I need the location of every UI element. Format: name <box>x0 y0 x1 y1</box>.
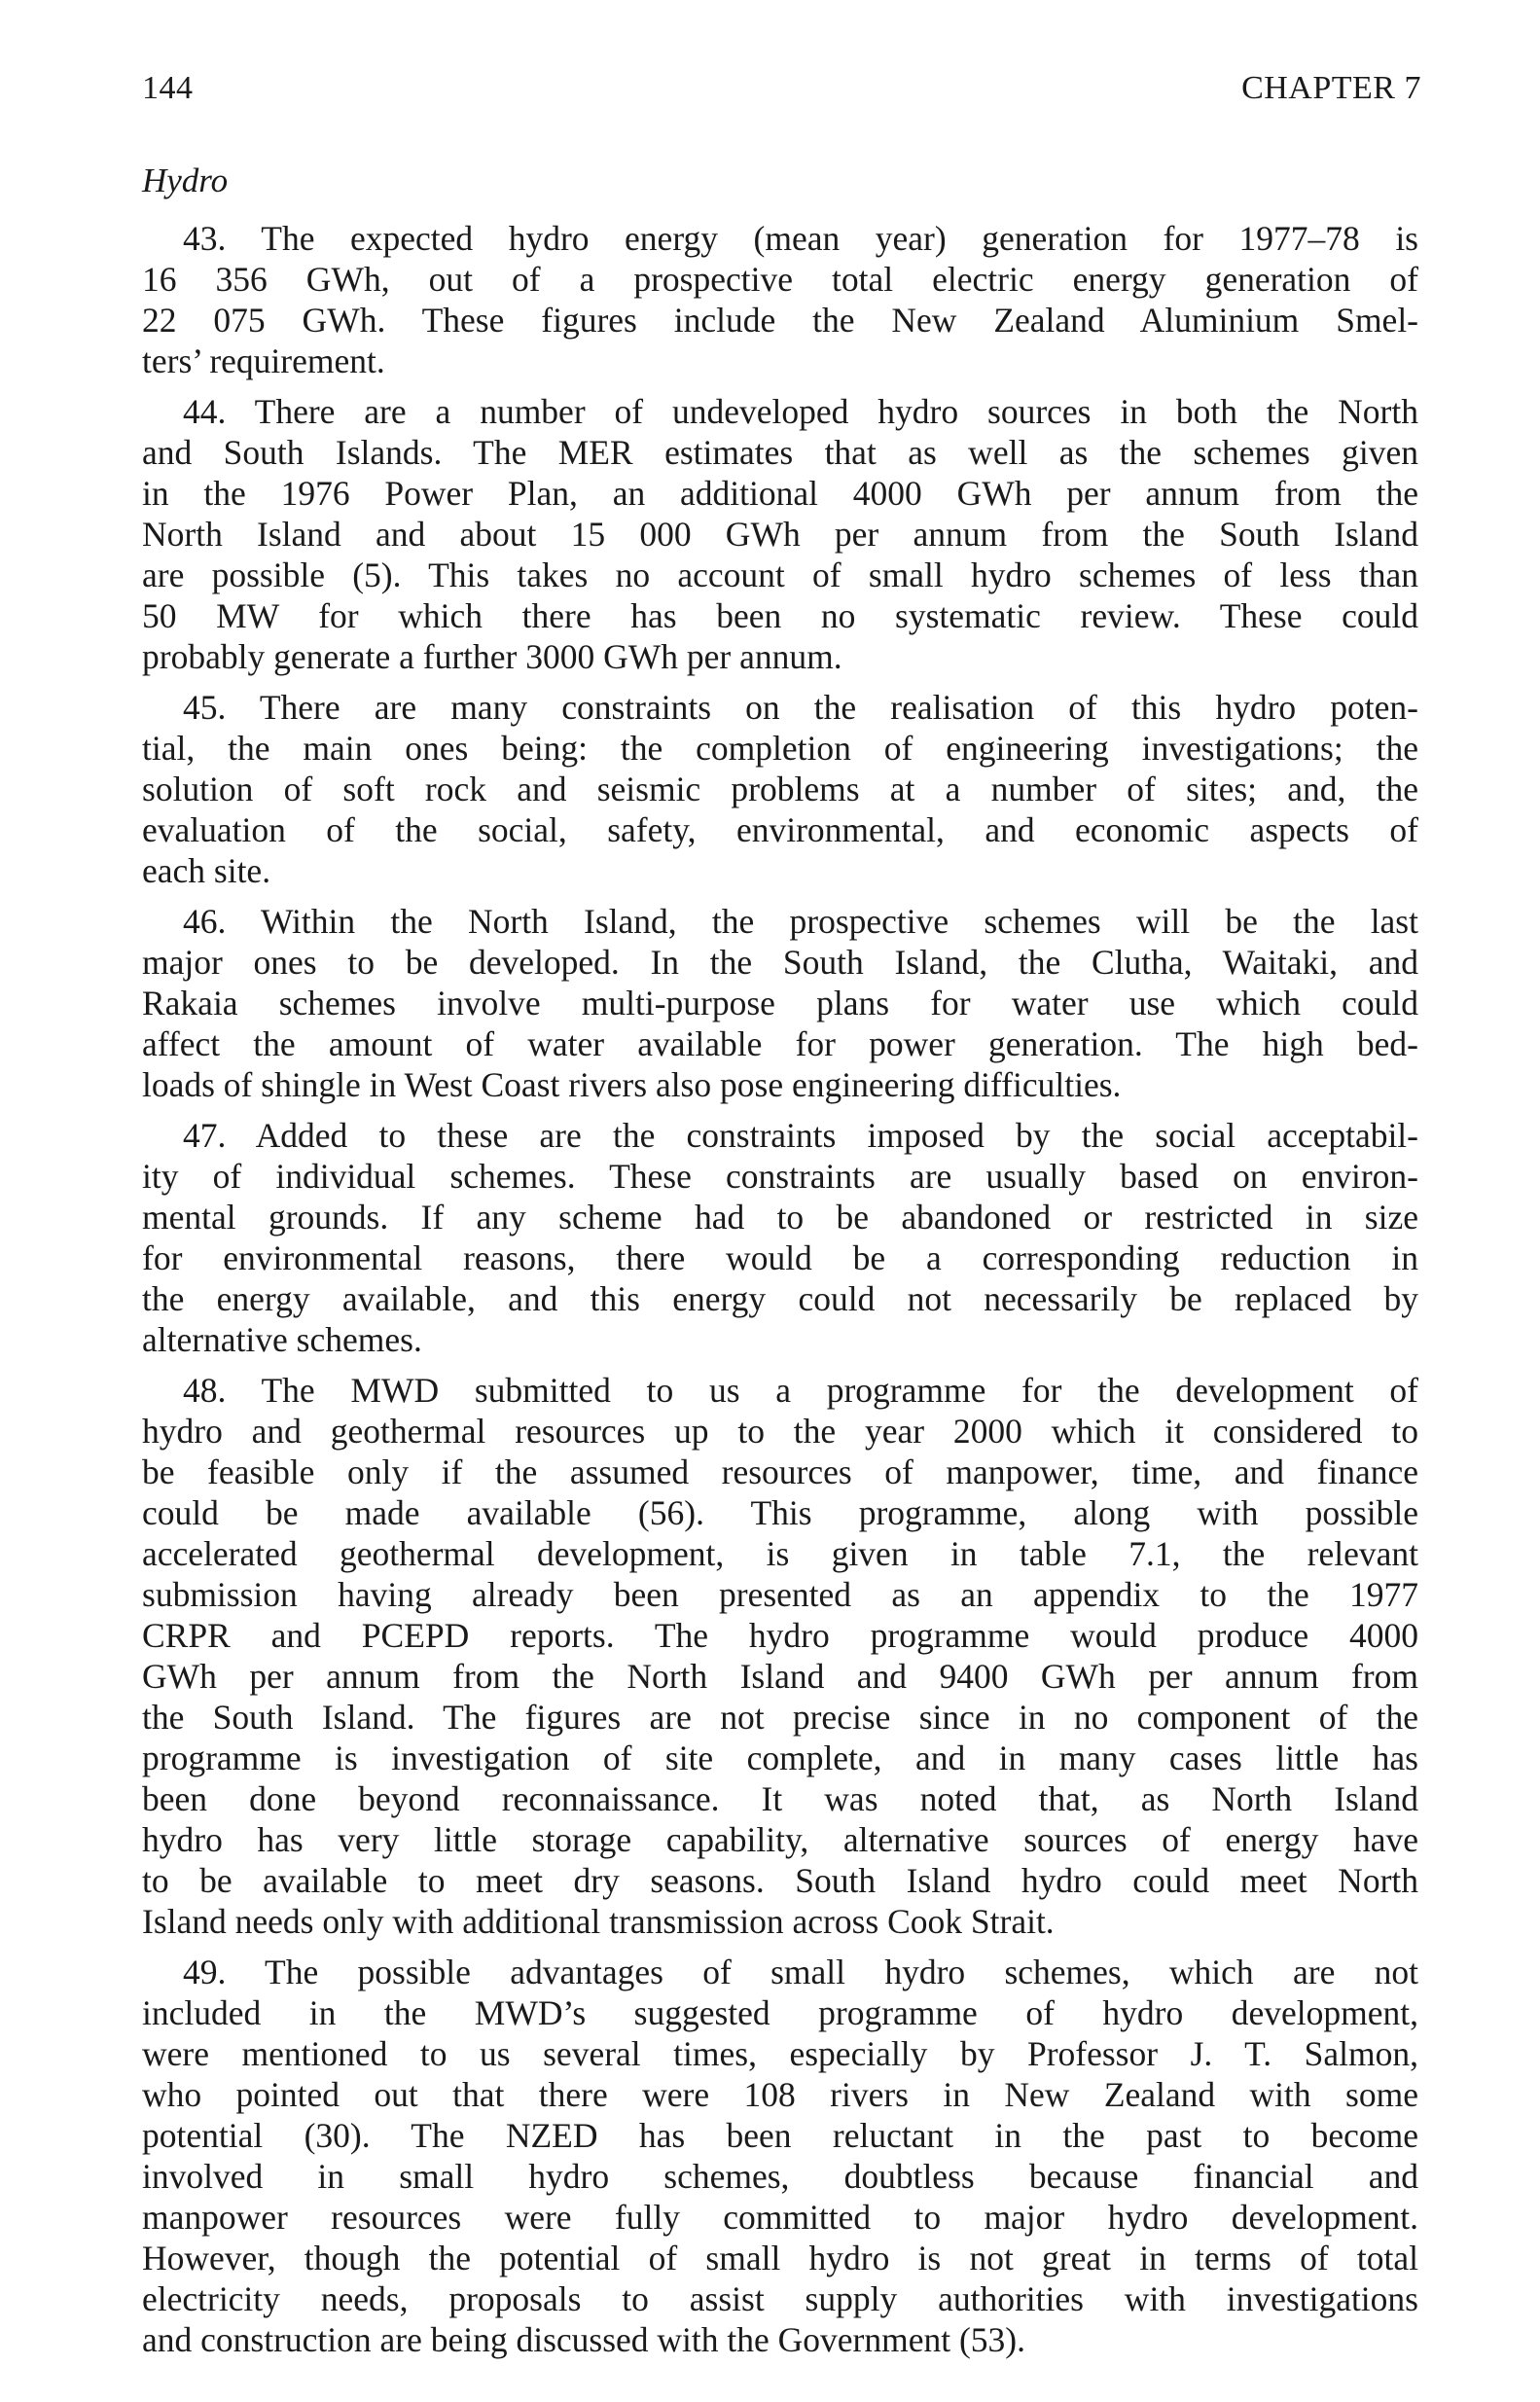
text-line: affect the amount of water available for power generation. The high bed- <box>142 1024 1418 1063</box>
text-line: to be available to meet dry seasons. South Island hydro could meet North <box>142 1861 1418 1900</box>
text-line: and construction are being discussed with the Government (53). <box>142 2320 1025 2359</box>
text-line: 47. Added to these are the constraints imposed by the social acceptabil- <box>183 1116 1418 1155</box>
paragraph <box>142 218 1418 381</box>
text-line: However, though the potential of small hydro is not great in terms of total <box>142 2239 1418 2277</box>
text-line: submission having already been presented as an appendix to the 1977 <box>142 1575 1418 1614</box>
text-line: included in the MWD’s suggested programme of hydro development, <box>142 1993 1418 2032</box>
text-line: 22 075 GWh. These figures include the New Zealand Aluminium Smel- <box>142 301 1418 340</box>
text-line: each site. <box>142 851 271 890</box>
text-line: been done beyond reconnaissance. It was noted that, as North Island <box>142 1779 1418 1818</box>
text-line: be feasible only if the assumed resources of manpower, time, and finance <box>142 1452 1418 1491</box>
paragraph <box>142 1952 1418 2360</box>
paragraph <box>142 687 1418 891</box>
chapter-heading: CHAPTER 7 <box>1241 70 1421 106</box>
text-line: programme is investigation of site complete, and in many cases little has <box>142 1739 1418 1777</box>
text-line: accelerated geothermal development, is given in table 7.1, the relevant <box>142 1534 1418 1573</box>
text-line: involved in small hydro schemes, doubtless because financial and <box>142 2157 1418 2196</box>
text-line: loads of shingle in West Coast rivers also pose engineering difficulties. <box>142 1065 1122 1104</box>
text-line: in the 1976 Power Plan, an additional 4000 GWh per annum from the <box>142 474 1418 513</box>
text-line: ity of individual schemes. These constraints are usually based on environ- <box>142 1157 1418 1196</box>
text-line: could be made available (56). This programme, along with possible <box>142 1493 1418 1532</box>
text-line: 16 356 GWh, out of a prospective total electric energy generation of <box>142 260 1418 299</box>
text-line: CRPR and PCEPD reports. The hydro programme would produce 4000 <box>142 1616 1418 1655</box>
text-line: major ones to be developed. In the South Island, the Clutha, Waitaki, and <box>142 943 1418 982</box>
text-line: mental grounds. If any scheme had to be abandoned or restricted in size <box>142 1198 1418 1237</box>
body-text <box>142 218 1418 2370</box>
text-line: electricity needs, proposals to assist supply authorities with investigations <box>142 2279 1418 2318</box>
text-line: 48. The MWD submitted to us a programme for the development of <box>183 1371 1418 1410</box>
text-line: and South Islands. The MER estimates that as well as the schemes given <box>142 433 1418 472</box>
text-line: GWh per annum from the North Island and 9400 GWh per annum from <box>142 1657 1418 1696</box>
paragraph <box>142 1115 1418 1360</box>
text-line: solution of soft rock and seismic problems at a number of sites; and, the <box>142 770 1418 808</box>
text-line: alternative schemes. <box>142 1320 422 1359</box>
text-line: are possible (5). This takes no account of small hydro schemes of less than <box>142 556 1418 594</box>
text-line: 43. The expected hydro energy (mean year) generation for 1977–78 is <box>183 219 1418 258</box>
text-line: 50 MW for which there has been no systematic review. These could <box>142 596 1418 635</box>
text-line: 45. There are many constraints on the realisation of this hydro poten- <box>183 688 1418 727</box>
text-line: ters’ requirement. <box>142 341 385 380</box>
text-line: the energy available, and this energy could not necessarily be replaced by <box>142 1279 1418 1318</box>
text-line: probably generate a further 3000 GWh per annum. <box>142 637 842 676</box>
text-line: tial, the main ones being: the completion of engineering investigations; the <box>142 729 1418 768</box>
text-line: North Island and about 15 000 GWh per annum from the South Island <box>142 515 1418 554</box>
text-line: hydro and geothermal resources up to the year 2000 which it considered to <box>142 1412 1418 1451</box>
text-line: potential (30). The NZED has been reluctant in the past to become <box>142 2116 1418 2155</box>
text-line: evaluation of the social, safety, environmental, and economic aspects of <box>142 810 1418 849</box>
text-line: Island needs only with additional transmission across Cook Strait. <box>142 1902 1055 1941</box>
paragraph <box>142 901 1418 1105</box>
text-line: Rakaia schemes involve multi-purpose plans for water use which could <box>142 984 1418 1022</box>
text-line: 44. There are a number of undeveloped hydro sources in both the North <box>183 392 1418 431</box>
text-line: 46. Within the North Island, the prospective schemes will be the last <box>183 902 1418 941</box>
text-line: the South Island. The figures are not precise since in no component of the <box>142 1698 1418 1737</box>
text-line: 49. The possible advantages of small hydro schemes, which are not <box>183 1953 1418 1991</box>
page-number: 144 <box>142 70 194 106</box>
text-line: were mentioned to us several times, especially by Professor J. T. Salmon, <box>142 2034 1418 2073</box>
section-title: Hydro <box>142 161 229 199</box>
text-line: who pointed out that there were 108 rivers in New Zealand with some <box>142 2075 1418 2114</box>
text-line: manpower resources were fully committed to major hydro development. <box>142 2198 1418 2237</box>
text-line: for environmental reasons, there would be a corresponding reduction in <box>142 1238 1418 1277</box>
text-line: hydro has very little storage capability, alternative sources of energy have <box>142 1820 1418 1859</box>
paragraph <box>142 391 1418 677</box>
paragraph <box>142 1370 1418 1942</box>
